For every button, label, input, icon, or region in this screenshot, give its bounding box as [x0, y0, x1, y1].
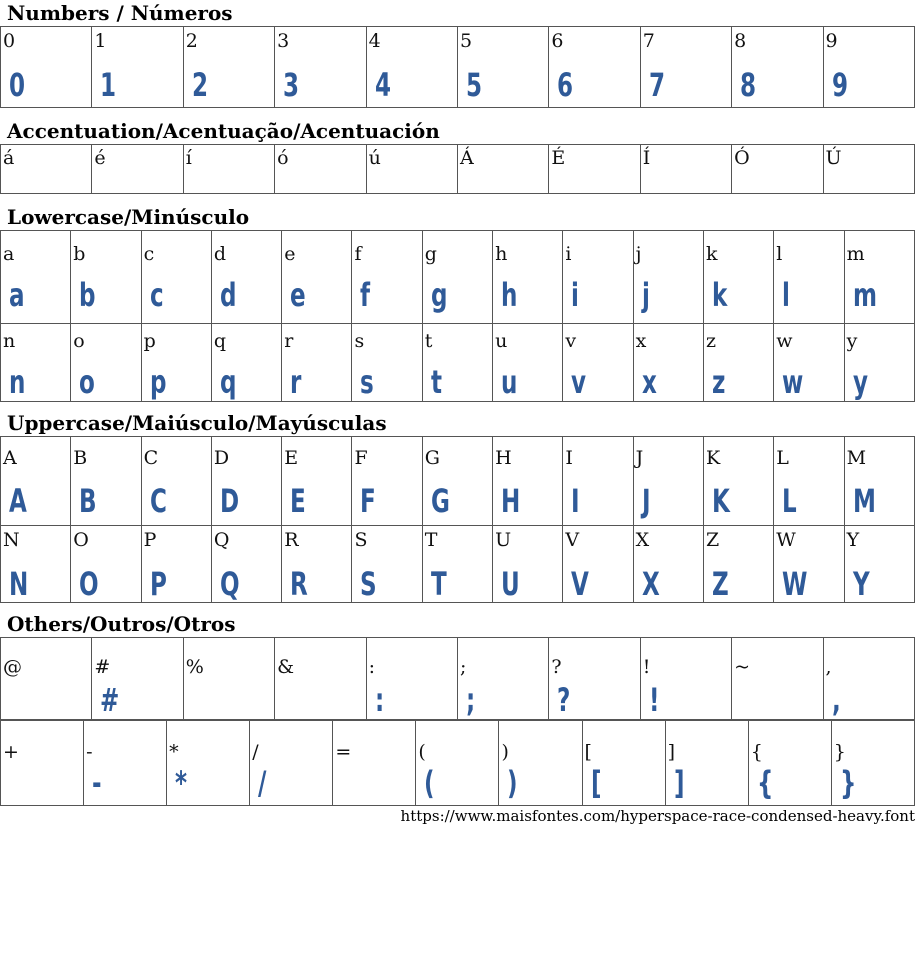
font-glyph-sample: [	[590, 764, 602, 802]
font-glyph-sample: ?	[557, 681, 571, 719]
glyph-cell	[92, 638, 183, 720]
glyph-cell	[1, 231, 71, 324]
font-glyph-sample: 1	[100, 66, 117, 104]
font-glyph-sample: (	[424, 764, 435, 802]
glyph-cell	[183, 638, 274, 720]
character-label: X	[635, 529, 650, 551]
glyph-cell	[366, 638, 457, 720]
character-label: 2	[185, 30, 198, 52]
glyph-cell	[703, 437, 773, 526]
glyph-cell	[640, 145, 731, 194]
character-label: f	[354, 243, 362, 265]
font-glyph-sample: i	[571, 276, 580, 314]
numbers-grid	[0, 26, 915, 108]
glyph-cell	[422, 437, 492, 526]
glyph-cell	[211, 437, 281, 526]
glyph-row	[1, 145, 915, 194]
glyph-cell	[366, 145, 457, 194]
others-grid-row-2	[0, 720, 915, 806]
glyph-cell	[141, 437, 211, 526]
font-glyph-sample: e	[290, 276, 306, 314]
character-label: n	[3, 330, 16, 352]
font-glyph-sample: }	[839, 764, 857, 802]
character-label: á	[3, 147, 15, 169]
font-glyph-sample: 4	[374, 66, 391, 104]
character-label: e	[284, 243, 296, 265]
font-glyph-sample: /	[258, 764, 267, 802]
character-label: B	[73, 447, 88, 469]
font-glyph-sample: y	[852, 363, 868, 401]
character-label: 9	[825, 30, 838, 52]
character-label: 5	[459, 30, 473, 52]
character-label: 0	[3, 30, 16, 52]
glyph-row	[1, 324, 915, 402]
character-label: +	[3, 741, 19, 763]
glyph-cell	[582, 721, 665, 806]
glyph-cell	[732, 145, 823, 194]
font-glyph-sample: ;	[465, 681, 476, 719]
font-glyph-sample: 9	[831, 66, 848, 104]
glyph-cell	[563, 324, 633, 402]
others-grid-row-1	[0, 637, 915, 720]
glyph-cell	[633, 231, 703, 324]
character-label: N	[3, 529, 20, 551]
glyph-cell	[549, 145, 640, 194]
glyph-cell	[748, 721, 831, 806]
character-label: r	[284, 330, 294, 352]
character-label: ó	[277, 147, 289, 169]
character-label: 4	[368, 30, 381, 52]
character-label: M	[846, 447, 867, 469]
font-glyph-sample: f	[360, 276, 371, 314]
font-glyph-sample: !	[648, 681, 660, 719]
font-glyph-sample: T	[430, 565, 447, 603]
font-glyph-sample: W	[782, 565, 808, 603]
character-label: ú	[368, 147, 381, 169]
font-glyph-sample: t	[430, 363, 442, 401]
font-glyph-sample: :	[374, 681, 384, 719]
font-glyph-sample: K	[711, 482, 730, 520]
character-label: Á	[459, 147, 474, 169]
section-title-lowercase: Lowercase/Minúsculo	[7, 205, 250, 229]
glyph-cell	[844, 231, 914, 324]
character-label: w	[776, 330, 793, 352]
character-label: h	[495, 243, 508, 265]
glyph-cell	[457, 638, 548, 720]
glyph-cell	[183, 145, 274, 194]
character-label: -	[86, 741, 93, 763]
font-glyph-sample: v	[571, 363, 587, 401]
lowercase-grid-row-2	[0, 323, 915, 402]
glyph-cell	[352, 324, 422, 402]
character-label: [	[584, 741, 592, 763]
character-label: D	[213, 447, 230, 469]
font-glyph-sample: u	[501, 363, 518, 401]
glyph-cell	[703, 231, 773, 324]
glyph-cell	[823, 638, 914, 720]
character-label: T	[424, 529, 438, 551]
font-glyph-sample: k	[711, 276, 728, 314]
glyph-cell	[282, 526, 352, 603]
character-label: U	[495, 529, 512, 551]
font-glyph-sample: w	[782, 363, 804, 401]
font-glyph-sample: p	[149, 363, 167, 401]
font-glyph-sample: -	[92, 764, 102, 802]
font-glyph-sample: q	[219, 363, 237, 401]
glyph-cell	[416, 721, 499, 806]
character-label: {	[750, 741, 763, 763]
font-glyph-sample: 5	[465, 66, 482, 104]
glyph-cell	[844, 526, 914, 603]
character-label: Z	[705, 529, 720, 551]
character-label: k	[705, 243, 718, 265]
font-glyph-sample: S	[360, 565, 378, 603]
character-label: O	[73, 529, 89, 551]
glyph-cell	[703, 324, 773, 402]
character-label: :	[368, 656, 375, 678]
glyph-cell	[366, 27, 457, 108]
font-glyph-sample: G	[430, 482, 450, 520]
character-label: P	[143, 529, 157, 551]
font-glyph-sample: Q	[219, 565, 240, 603]
character-label: L	[776, 447, 789, 469]
glyph-cell	[774, 437, 844, 526]
character-label: Y	[846, 529, 860, 551]
glyph-cell	[732, 27, 823, 108]
glyph-cell	[282, 437, 352, 526]
font-glyph-sample: ,	[831, 681, 841, 719]
font-glyph-sample: r	[290, 363, 302, 401]
character-label: =	[335, 741, 352, 763]
font-glyph-sample: s	[360, 363, 375, 401]
font-glyph-sample: V	[571, 565, 590, 603]
glyph-cell	[275, 145, 366, 194]
font-glyph-sample: c	[149, 276, 164, 314]
section-title-uppercase: Uppercase/Maiúsculo/Mayúsculas	[7, 411, 387, 435]
font-glyph-sample: F	[360, 482, 377, 520]
glyph-cell	[71, 324, 141, 402]
font-glyph-sample: b	[79, 276, 96, 314]
font-glyph-sample: 0	[9, 66, 26, 104]
glyph-cell	[352, 526, 422, 603]
character-label: x	[635, 330, 647, 352]
font-glyph-sample: H	[501, 482, 521, 520]
glyph-row	[1, 437, 915, 526]
character-label: ,	[825, 656, 832, 678]
glyph-cell	[282, 231, 352, 324]
character-label: i	[565, 243, 572, 265]
glyph-row	[1, 231, 915, 324]
font-glyph-sample: C	[149, 482, 167, 520]
glyph-cell	[493, 526, 563, 603]
glyph-cell	[563, 526, 633, 603]
character-label: u	[495, 330, 508, 352]
character-label: 1	[94, 30, 107, 52]
glyph-cell	[665, 721, 748, 806]
glyph-cell	[563, 231, 633, 324]
character-label: G	[424, 447, 440, 469]
glyph-cell	[549, 638, 640, 720]
font-glyph-sample: Y	[852, 565, 870, 603]
font-glyph-sample: #	[100, 681, 120, 719]
font-glyph-sample: Z	[711, 565, 729, 603]
character-label: o	[73, 330, 85, 352]
font-glyph-sample: {	[756, 764, 774, 802]
character-label: z	[705, 330, 716, 352]
glyph-cell	[71, 526, 141, 603]
glyph-cell	[493, 437, 563, 526]
glyph-cell	[71, 437, 141, 526]
character-label: Q	[213, 529, 230, 551]
character-label: 3	[277, 30, 290, 52]
character-label: H	[495, 447, 512, 469]
glyph-cell	[333, 721, 416, 806]
character-label: V	[565, 529, 580, 551]
glyph-cell	[1, 437, 71, 526]
font-glyph-sample: z	[711, 363, 726, 401]
character-label: c	[143, 243, 155, 265]
glyph-cell	[275, 27, 366, 108]
font-glyph-sample: a	[9, 276, 25, 314]
font-glyph-sample: l	[782, 276, 791, 314]
glyph-cell	[640, 638, 731, 720]
glyph-row	[1, 526, 915, 603]
font-glyph-sample: M	[852, 482, 876, 520]
font-glyph-sample: U	[501, 565, 520, 603]
character-label: #	[94, 656, 111, 678]
glyph-cell	[352, 231, 422, 324]
section-title-accentuation: Accentuation/Acentuação/Acentuación	[7, 119, 440, 143]
character-label: j	[635, 243, 642, 265]
font-glyph-sample: P	[149, 565, 167, 603]
glyph-cell	[563, 437, 633, 526]
character-label: !	[642, 656, 651, 678]
glyph-cell	[823, 27, 914, 108]
glyph-cell	[275, 638, 366, 720]
glyph-cell	[493, 324, 563, 402]
character-label: í	[185, 147, 192, 169]
glyph-cell	[211, 231, 281, 324]
glyph-cell	[823, 145, 914, 194]
glyph-cell	[844, 324, 914, 402]
font-glyph-sample: o	[79, 363, 96, 401]
glyph-cell	[774, 526, 844, 603]
glyph-cell	[422, 526, 492, 603]
character-label: ~	[734, 656, 751, 678]
character-label: a	[3, 243, 15, 265]
character-label: l	[776, 243, 783, 265]
font-glyph-sample: O	[79, 565, 99, 603]
character-label: *	[169, 741, 179, 763]
glyph-cell	[633, 526, 703, 603]
font-glyph-sample: D	[219, 482, 240, 520]
section-title-others: Others/Outros/Otros	[7, 612, 236, 636]
glyph-cell	[499, 721, 582, 806]
glyph-cell	[92, 27, 183, 108]
character-label: Ó	[734, 147, 750, 169]
font-glyph-sample: 2	[191, 66, 208, 104]
character-label: ;	[459, 656, 467, 678]
character-label: s	[354, 330, 365, 352]
font-glyph-sample: 3	[283, 66, 300, 104]
character-label: &	[277, 656, 295, 678]
glyph-row	[1, 638, 915, 720]
glyph-cell	[422, 231, 492, 324]
character-label: @	[3, 656, 22, 678]
glyph-cell	[1, 27, 92, 108]
character-label: Ú	[825, 147, 842, 169]
character-label: A	[3, 447, 17, 469]
font-glyph-sample: h	[501, 276, 518, 314]
font-glyph-sample: X	[641, 565, 660, 603]
font-glyph-sample: 8	[740, 66, 757, 104]
glyph-row	[1, 27, 915, 108]
character-label: I	[565, 447, 573, 469]
glyph-row	[1, 721, 915, 806]
character-label: )	[501, 741, 509, 763]
glyph-cell	[774, 324, 844, 402]
character-label: ?	[551, 656, 562, 678]
font-glyph-sample: d	[219, 276, 237, 314]
uppercase-grid-row-1	[0, 436, 915, 526]
glyph-cell	[633, 437, 703, 526]
section-title-numbers: Numbers / Números	[7, 1, 233, 25]
character-label: F	[354, 447, 368, 469]
font-glyph-sample: B	[79, 482, 97, 520]
glyph-cell	[422, 324, 492, 402]
glyph-cell	[774, 231, 844, 324]
source-url-link[interactable]: https://www.maisfontes.com/hyperspace-race-condensed-heavy.font	[400, 807, 915, 825]
lowercase-grid-row-1	[0, 230, 915, 324]
glyph-cell	[167, 721, 250, 806]
glyph-cell	[250, 721, 333, 806]
character-label: g	[424, 243, 437, 265]
character-label: 7	[642, 30, 655, 52]
font-glyph-sample: R	[290, 565, 308, 603]
character-label: É	[551, 147, 566, 169]
glyph-cell	[71, 231, 141, 324]
character-label: q	[213, 330, 227, 352]
font-glyph-sample: A	[9, 482, 27, 520]
glyph-cell	[183, 27, 274, 108]
character-label: S	[354, 529, 368, 551]
glyph-cell	[1, 324, 71, 402]
font-glyph-sample: m	[852, 276, 877, 314]
glyph-cell	[549, 27, 640, 108]
glyph-cell	[282, 324, 352, 402]
glyph-cell	[211, 324, 281, 402]
character-label: C	[143, 447, 159, 469]
character-label: d	[213, 243, 227, 265]
character-label: p	[143, 330, 156, 352]
character-label: E	[284, 447, 299, 469]
glyph-cell	[844, 437, 914, 526]
character-label: b	[73, 243, 86, 265]
character-label: t	[424, 330, 433, 352]
glyph-cell	[703, 526, 773, 603]
font-glyph-sample: E	[290, 482, 306, 520]
glyph-cell	[640, 27, 731, 108]
glyph-cell	[1, 145, 92, 194]
glyph-cell	[141, 231, 211, 324]
character-label: v	[565, 330, 577, 352]
font-glyph-sample: j	[641, 276, 650, 314]
font-glyph-sample: ]	[673, 764, 685, 802]
character-label: %	[185, 656, 204, 678]
font-glyph-sample: *	[175, 764, 188, 802]
character-label: Í	[642, 147, 651, 169]
character-label: 8	[734, 30, 747, 52]
font-glyph-sample: L	[782, 482, 797, 520]
character-label: é	[94, 147, 106, 169]
glyph-cell	[831, 721, 914, 806]
glyph-cell	[1, 721, 84, 806]
character-label: (	[418, 741, 426, 763]
glyph-cell	[1, 526, 71, 603]
font-glyph-sample: I	[571, 482, 580, 520]
character-label: ]	[667, 741, 676, 763]
font-glyph-sample: N	[9, 565, 29, 603]
character-label: }	[833, 741, 846, 763]
glyph-cell	[732, 638, 823, 720]
font-glyph-sample: 7	[648, 66, 665, 104]
character-label: W	[776, 529, 796, 551]
font-glyph-sample: J	[641, 482, 651, 520]
glyph-cell	[633, 324, 703, 402]
glyph-cell	[493, 231, 563, 324]
glyph-cell	[92, 145, 183, 194]
character-label: 6	[551, 30, 564, 52]
font-glyph-sample: 6	[557, 66, 574, 104]
character-label: K	[705, 447, 721, 469]
character-label: m	[846, 243, 865, 265]
glyph-cell	[457, 145, 548, 194]
character-label: y	[846, 330, 858, 352]
accentuation-grid	[0, 144, 915, 194]
glyph-cell	[84, 721, 167, 806]
font-glyph-sample: )	[507, 764, 518, 802]
glyph-cell	[457, 27, 548, 108]
font-glyph-sample: x	[641, 363, 657, 401]
glyph-cell	[141, 526, 211, 603]
uppercase-grid-row-2	[0, 525, 915, 603]
glyph-cell	[211, 526, 281, 603]
font-glyph-sample: g	[430, 276, 448, 314]
character-label: /	[252, 741, 259, 763]
font-glyph-sample: n	[9, 363, 26, 401]
glyph-cell	[141, 324, 211, 402]
character-label: R	[284, 529, 299, 551]
character-label: J	[635, 447, 644, 469]
glyph-cell	[1, 638, 92, 720]
glyph-cell	[352, 437, 422, 526]
